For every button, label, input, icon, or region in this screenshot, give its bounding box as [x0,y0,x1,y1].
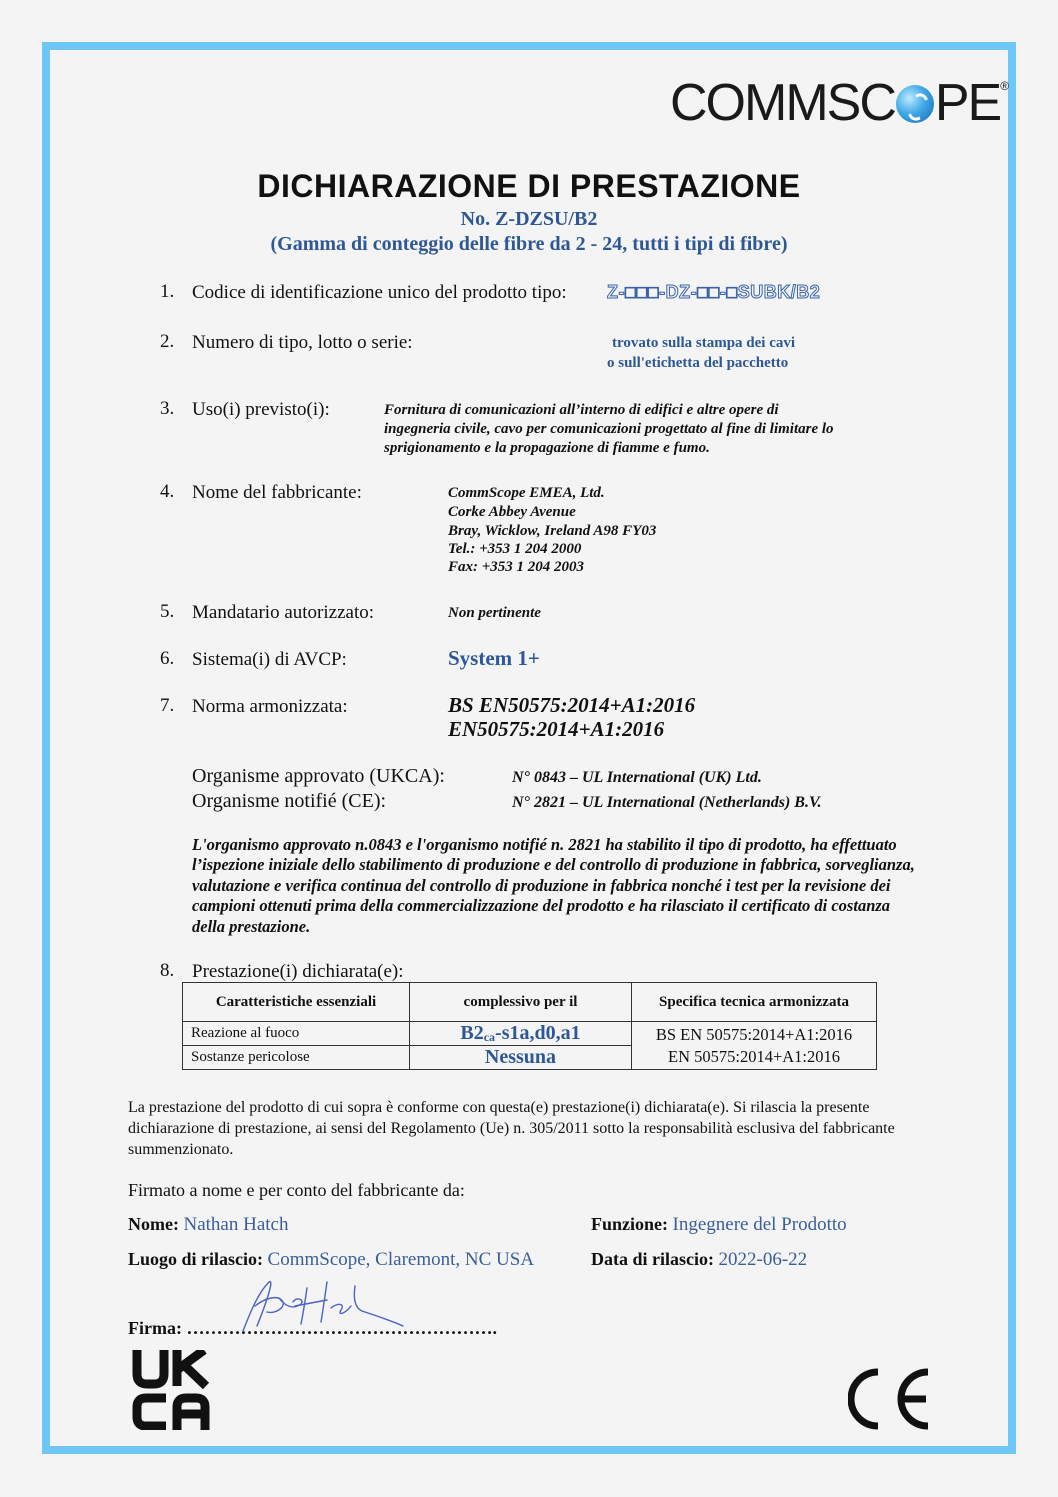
class-main: B2 [460,1022,484,1044]
spec-line-bs: BS EN 50575:2014+A1:2016 [655,1024,853,1044]
harmonized-standard-bs: BS EN50575:2014+A1:2016 [448,693,696,717]
declaration-number: No. Z-DZSU/B2 [460,208,598,230]
table-row [183,1022,877,1046]
item-6-label: Sistema(i) di AVCP: [192,649,347,670]
manufacturer-name: CommScope EMEA, Ltd. [448,485,605,501]
fiber-range-subtitle: (Gamma di conteggio delle fibre da 2 - 24, tutti i tipi di fibre) [270,233,788,255]
item-7-label: Norma armonizzata: [192,696,348,717]
ukca-body-label: Organisme approvato (UKCA): [192,765,445,787]
item-3-label: Uso(i) previsto(i): [192,399,330,420]
manufacturer-phone: Tel.: +353 1 204 2000 [448,541,582,557]
ce-mark-icon [848,1368,934,1430]
item-5-label: Mandatario autorizzato: [192,602,375,623]
ce-body-value: N° 2821 – UL International (Netherlands) B.V. [512,794,822,811]
fire-reaction-class [410,1022,632,1046]
item-3-number: 3. [160,398,175,419]
manufacturer-fax: Fax: +353 1 204 2003 [448,559,585,575]
item-2-label: Numero di tipo, lotto o serie: [192,332,413,353]
item-1-number: 1. [160,281,175,302]
commscope-logo [670,58,1009,131]
name-label: Nome: [128,1214,179,1234]
table-header-row [183,983,877,1022]
page-title: DICHIARAZIONE DI PRESTAZIONE [257,168,801,204]
issue-date [591,1249,807,1271]
characteristic-cell: Reazione al fuoco [183,1022,410,1046]
item-2-value-line-1: trovato sulla stampa dei cavi [612,335,796,351]
harmonized-standard-en: EN50575:2014+A1:2016 [448,717,665,741]
signatory-name [128,1214,288,1236]
name-value: Nathan Hatch [183,1214,289,1235]
class-subscript: ca [483,1030,496,1044]
logo-globe-icon [896,85,934,123]
manufacturer-city: Bray, Wicklow, Ireland A98 FY03 [448,523,657,539]
header-performance: complessivo per il [410,983,632,1022]
manufacturer-street: Corke Abbey Avenue [448,504,576,520]
class-suffix: -s1a,d0,a1 [495,1022,581,1044]
item-8-number: 8. [160,960,175,981]
signature-dots: ……………………………………………. [186,1318,497,1338]
role-value: Ingegnere del Prodotto [672,1214,847,1235]
item-1-label: Codice di identificazione unico del prodotto tipo: [192,282,567,303]
ukca-body-value: N° 0843 – UL International (UK) Ltd. [512,769,762,786]
conformity-statement: La prestazione del prodotto di cui sopra è conforme con questa(e) prestazione(i) dichiarata(e). Si rilascia la presente dichiarazione di prestazione, ai sensi del Regolamento (Ue) n. 305/2011 sotto la responsabilità esclusiva del fabbricante summenzionato. [128,1099,895,1158]
role-label: Funzione: [591,1214,669,1234]
authorized-representative: Non pertinente [448,605,541,621]
header-specification: Specifica tecnica armonizzata [632,983,877,1022]
notified-body-paragraph: L'organismo approvato n.0843 e l'organismo notifié n. 2821 ha stabilito il tipo di prodotto, ha effettuato l’ispezione iniziale dello stabilimento di produzione e del controllo di produzione in fabbrica, sorveglianza, valutazione e verifica continua del controllo di produzione in fabbrica nonché i test per la revisione dei campioni ottenuti prima della commercializzazione del prodotto e ha rilasciato il certificato di costanza della prestazione. [192,835,915,936]
item-2-value-line-2: o sull'etichetta del pacchetto [607,355,789,371]
intended-use-line-3: sprigionamento e la propagazione di fiamme e fumo. [384,440,710,456]
place-label: Luogo di rilascio: [128,1249,264,1269]
intended-use-line-1: Fornitura di comunicazioni all’interno di edifici e altre opere di [384,402,779,418]
date-label: Data di rilascio: [591,1249,714,1269]
item-2-number: 2. [160,331,175,352]
date-value: 2022-06-22 [718,1249,808,1270]
ce-body-label: Organisme notifié (CE): [192,790,387,812]
intended-use-line-2: ingegneria civile, cavo per comunicazioni progettato al fine di limitare lo [384,421,834,437]
ce-mark [848,1368,934,1435]
logo-text-start: COMMSC [670,74,895,132]
item-8-label: Prestazione(i) dichiarata(e): [192,961,404,982]
place-value: CommScope, Claremont, NC USA [267,1249,535,1270]
specification-cell [632,1022,877,1070]
registered-mark: ® [1000,79,1010,93]
ukca-mark-icon [132,1350,210,1430]
signature-label: Firma: [128,1318,182,1338]
product-code: Z-□□□-DZ-□□-□SUBK/B2 [607,282,821,302]
ukca-mark [132,1350,210,1435]
header-characteristics: Caratteristiche essenziali [183,983,410,1022]
hazardous-substances-value: Nessuna [410,1046,632,1070]
issue-place [128,1249,534,1271]
avcp-system: System 1+ [448,646,540,670]
item-4-number: 4. [160,481,175,502]
item-5-number: 5. [160,601,175,622]
item-7-number: 7. [160,695,175,716]
signatory-role [591,1214,847,1236]
characteristic-cell: Sostanze pericolose [183,1046,410,1070]
performance-table [182,982,877,1070]
logo-text-end: PE [934,74,1001,132]
item-6-number: 6. [160,648,175,669]
signed-by-label: Firmato a nome e per conto del fabbricante da: [128,1180,465,1200]
handwritten-signature [235,1276,405,1338]
item-4-label: Nome del fabbricante: [192,482,362,503]
spec-line-en: EN 50575:2014+A1:2016 [667,1046,840,1066]
